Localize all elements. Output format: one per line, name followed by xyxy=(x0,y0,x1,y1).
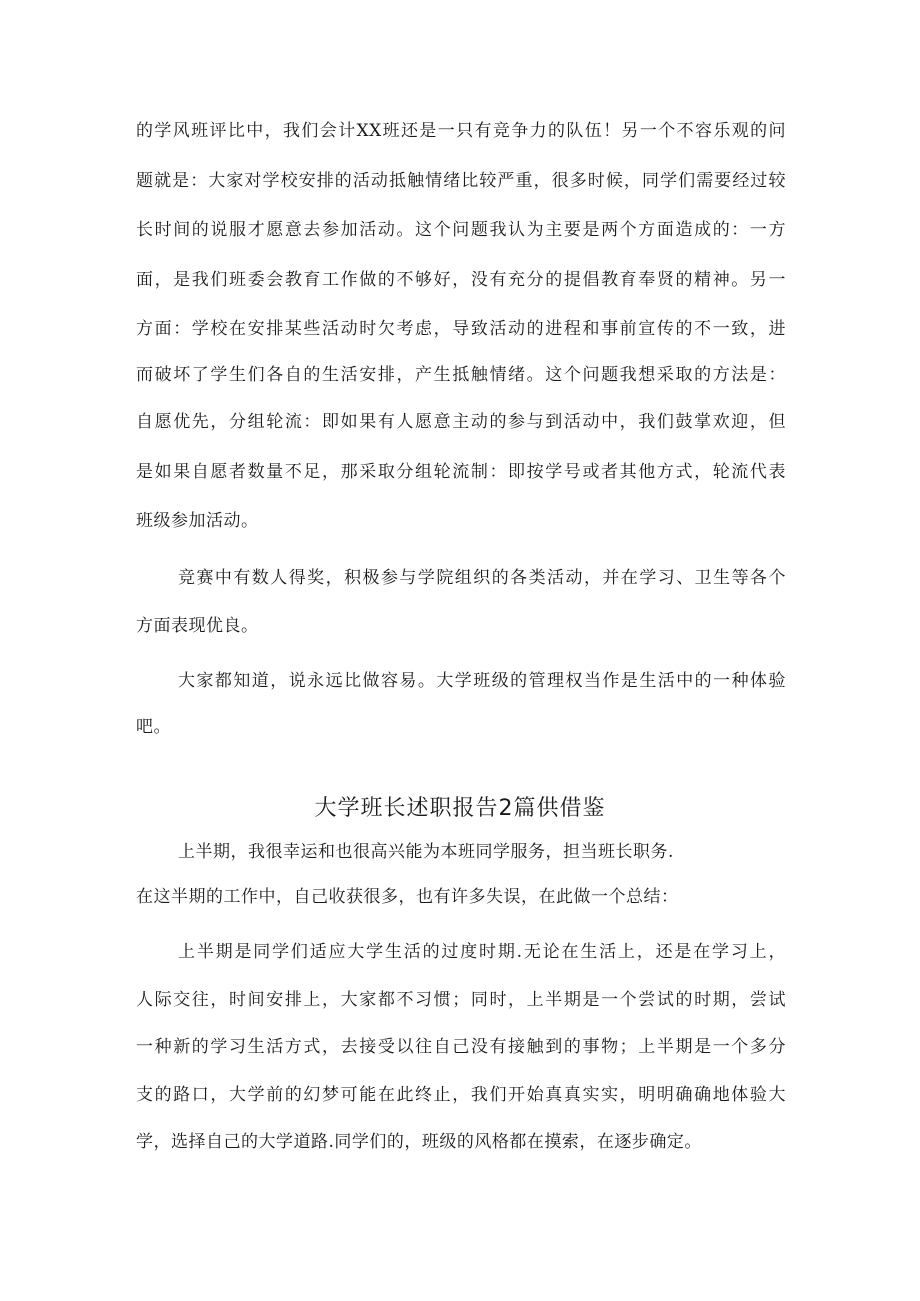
paragraph-line: 方面：学校在安排某些活动时欠考虑，导致活动的进程和事前宣传的不一致，进 xyxy=(136,319,786,339)
paragraph-line: 吧。 xyxy=(136,717,171,737)
paragraph-line: 竞赛中有数人得奖，积极参与学院组织的各类活动，并在学习、卫生等各个 xyxy=(178,568,786,588)
paragraph-line: 面，是我们班委会教育工作做的不够好，没有充分的提倡教育奉贤的精神。另一 xyxy=(136,270,786,290)
paragraph-line: 的学风班评比中，我们会计XX班还是一只有竞争力的队伍！另一个不容乐观的问 xyxy=(136,121,786,141)
paragraph-line: 上半期，我很幸运和也很高兴能为本班同学服务，担当班长职务. xyxy=(178,842,674,862)
paragraph-line: 一种新的学习生活方式，去接受以往自己没有接触到的事物；上半期是一个多分 xyxy=(136,1037,786,1057)
paragraph-line: 人际交往，时间安排上，大家都不习惯；同时，上半期是一个尝试的时期，尝试 xyxy=(136,990,786,1010)
paragraph-line: 支的路口，大学前的幻梦可能在此终止，我们开始真真实实，明明确确地体验大 xyxy=(136,1085,786,1105)
paragraph-line: 大家都知道，说永远比做容易。大学班级的管理权当作是生活中的一种体验 xyxy=(178,671,786,691)
paragraph-line: 上半期是同学们适应大学生活的过度时期.无论在生活上，还是在学习上， xyxy=(178,942,786,962)
paragraph-line: 长时间的说服才愿意去参加活动。这个问题我认为主要是两个方面造成的：一方 xyxy=(136,220,786,240)
paragraph-line: 而破坏了学生们各自的生活安排，产生抵触情绪。这个问题我想采取的方法是： xyxy=(136,365,786,385)
paragraph-line: 题就是：大家对学校安排的活动抵触情绪比较严重，很多时候，同学们需要经过较 xyxy=(136,171,786,191)
paragraph-line: 在这半期的工作中，自己收获很多，也有许多失误，在此做一个总结： xyxy=(136,887,679,907)
paragraph-line: 自愿优先，分组轮流：即如果有人愿意主动的参与到活动中，我们鼓掌欢迎，但 xyxy=(136,412,786,432)
paragraph-line: 是如果自愿者数量不足，那采取分组轮流制：即按学号或者其他方式，轮流代表 xyxy=(136,462,786,482)
paragraph-line: 班级参加活动。 xyxy=(136,511,259,531)
paragraph-line: 方面表现优良。 xyxy=(136,616,259,636)
paragraph-line: 学，选择自己的大学道路.同学们的，班级的风格都在摸索，在逐步确定。 xyxy=(136,1132,702,1152)
section-heading: 大学班长述职报告2篇供借鉴 xyxy=(314,796,606,821)
